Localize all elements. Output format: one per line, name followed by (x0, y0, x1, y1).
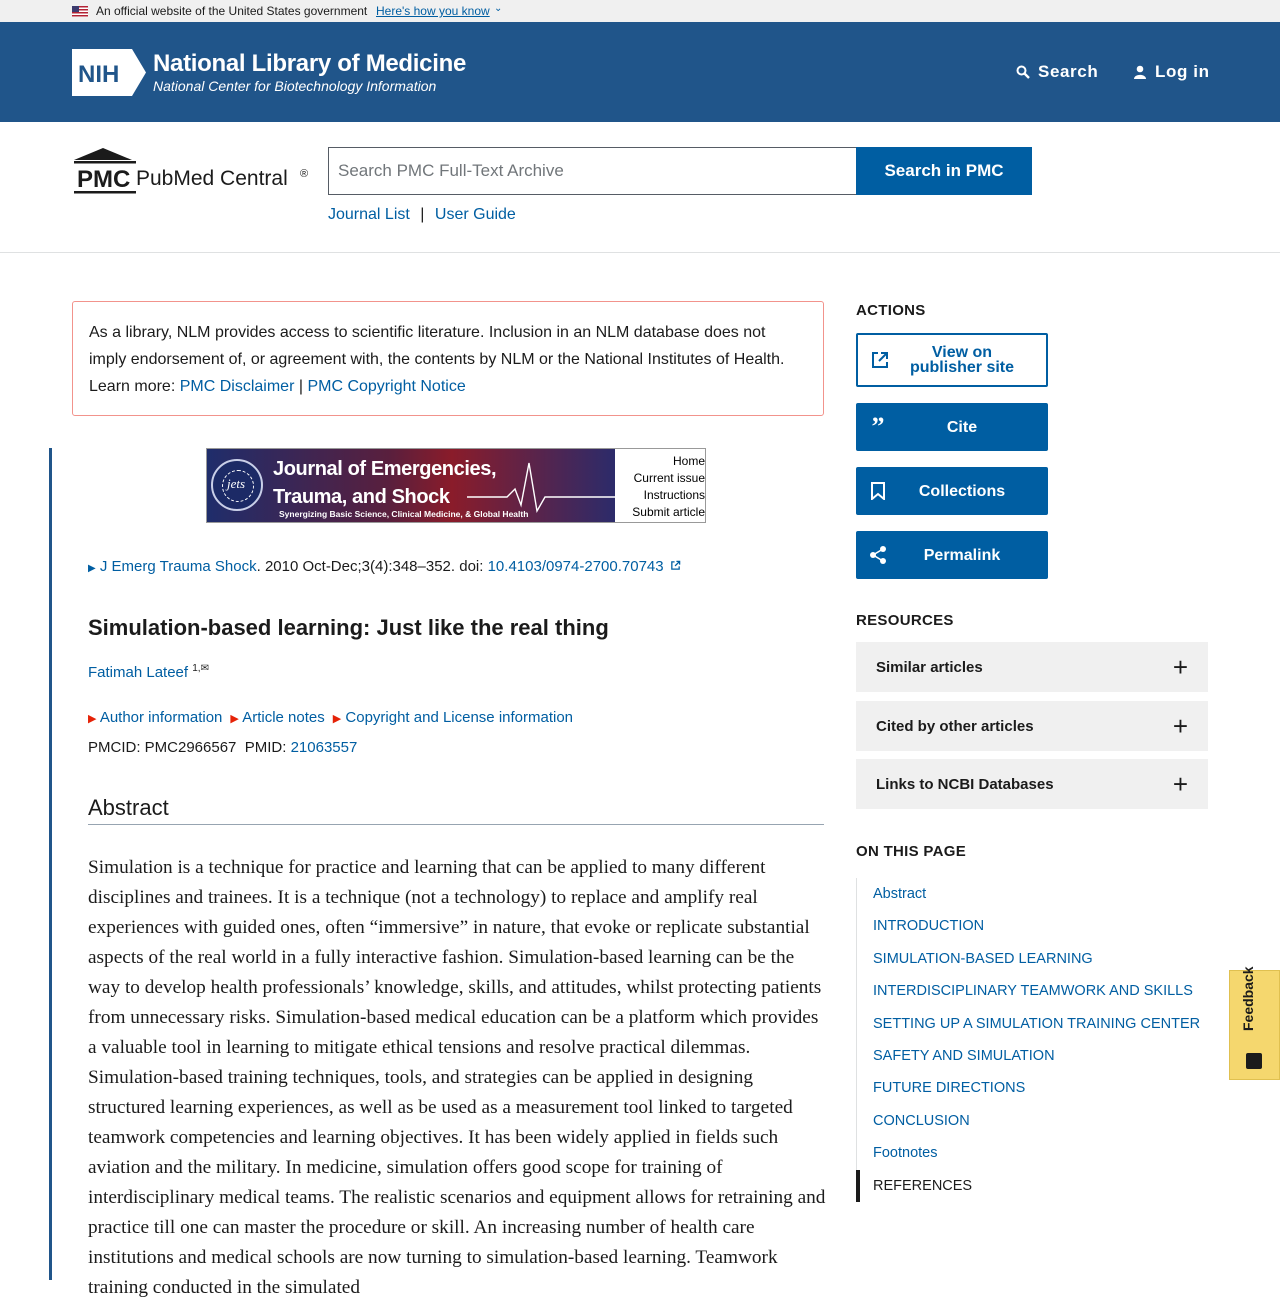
author-line (88, 663, 209, 681)
bookmark-icon (868, 481, 888, 501)
svg-text:®: ® (300, 168, 309, 180)
journal-current-issue-link[interactable]: Current issue (633, 471, 705, 485)
journal-banner-tagline: Synergizing Basic Science, Clinical Medicine, & Global Health (279, 509, 529, 519)
cite-label: Cite (946, 418, 978, 436)
external-link-icon (670, 560, 681, 571)
feedback-icon (1246, 1053, 1262, 1069)
pmc-copyright-link[interactable]: PMC Copyright Notice (307, 378, 466, 395)
author-information-toggle[interactable]: ▶ Author information (88, 709, 223, 726)
share-icon (868, 545, 888, 565)
similar-articles-accordion[interactable] (856, 642, 1208, 692)
collections-button[interactable] (856, 467, 1048, 515)
permalink-button[interactable] (856, 531, 1048, 579)
journal-seal-logo: jets (211, 459, 263, 511)
feedback-label: Feedback (1240, 966, 1256, 1031)
expand-triangle-icon[interactable]: ▶ (88, 563, 96, 574)
article-identifiers (88, 739, 357, 756)
on-this-page-nav (856, 878, 1209, 1202)
journal-banner-image[interactable] (207, 449, 615, 523)
pmc-logo[interactable] (72, 146, 314, 196)
plus-icon: + (1172, 711, 1188, 741)
disclaimer-divider: | (298, 378, 303, 395)
svg-text:NIH: NIH (78, 61, 120, 88)
external-link-icon (870, 350, 890, 370)
toc-item-future-directions[interactable]: FUTURE DIRECTIONS (873, 1080, 1026, 1097)
view-on-publisher-label: View on publisher site (909, 344, 1015, 376)
toc-item-footnotes[interactable]: Footnotes (873, 1145, 938, 1162)
header-search-label: Search (1038, 62, 1099, 81)
nih-header (0, 22, 1280, 122)
doi-link[interactable]: 10.4103/0974-2700.70743 (487, 558, 664, 575)
on-this-page-heading: ON THIS PAGE (856, 843, 966, 860)
svg-text:PMC: PMC (77, 166, 131, 193)
ncbi-subtitle: National Center for Biotechnology Information (153, 78, 437, 94)
article-notes-toggle[interactable]: ▶ Article notes (230, 709, 325, 726)
pmid-link[interactable]: 21063557 (290, 739, 358, 756)
journal-list-link[interactable]: Journal List (328, 206, 410, 223)
article-title: Simulation-based learning: Just like the real thing (88, 615, 609, 640)
journal-banner (206, 448, 706, 523)
toc-item-safety[interactable]: SAFETY AND SIMULATION (873, 1047, 1055, 1064)
heres-how-you-know-link[interactable]: Here's how you know (376, 4, 490, 18)
plus-icon: + (1172, 769, 1188, 799)
pmc-search-input[interactable] (328, 147, 856, 195)
svg-text:PubMed Central: PubMed Central (136, 167, 288, 190)
toc-item-simulation-based-learning[interactable]: SIMULATION-BASED LEARNING (873, 950, 1093, 967)
feedback-tab[interactable] (1229, 966, 1280, 1080)
chevron-down-icon[interactable]: ⌄ (494, 3, 503, 14)
toc-item-conclusion[interactable]: CONCLUSION (873, 1112, 970, 1129)
pmid-label: PMID: (244, 739, 287, 756)
search-icon (1016, 65, 1030, 79)
abstract-heading: Abstract (88, 795, 824, 825)
article-accent-bar (49, 448, 52, 1280)
search-in-pmc-button[interactable]: Search in PMC (856, 147, 1032, 195)
similar-articles-label: Similar articles (876, 658, 983, 676)
cited-by-label: Cited by other articles (876, 717, 1034, 735)
author-link[interactable]: Fatimah Lateef (88, 664, 189, 681)
citation-line (88, 558, 681, 575)
login-button[interactable] (1133, 62, 1210, 82)
quote-icon: ” (871, 412, 885, 441)
resources-heading: RESOURCES (856, 612, 954, 629)
toc-item-abstract[interactable]: Abstract (873, 886, 927, 902)
cited-by-accordion[interactable] (856, 701, 1208, 751)
actions-heading: ACTIONS (856, 302, 926, 319)
journal-instructions-link[interactable]: Instructions (643, 488, 705, 502)
copyright-license-toggle[interactable]: ▶ Copyright and License information (332, 709, 574, 726)
nlm-disclaimer (72, 301, 824, 416)
ncbi-links-accordion[interactable] (856, 759, 1208, 809)
pmc-sub-links (328, 206, 516, 224)
author-affiliation-sup[interactable]: 1,✉ (192, 663, 209, 674)
toc-item-interdisciplinary-teamwork[interactable]: INTERDISCIPLINARY TEAMWORK AND SKILLS (873, 983, 1193, 1000)
gov-banner (0, 0, 1280, 22)
login-label: Log in (1155, 62, 1210, 81)
gov-banner-text: An official website of the United States government (96, 4, 368, 18)
header-divider (0, 252, 1280, 253)
sub-links-separator: | (420, 206, 425, 223)
toc-item-introduction[interactable]: INTRODUCTION (873, 918, 985, 935)
journal-submit-article-link[interactable]: Submit article (632, 505, 705, 519)
journal-banner-links (615, 449, 706, 523)
journal-banner-title: Journal of Emergencies, Trauma, and Shock (273, 458, 497, 508)
nih-logo[interactable] (72, 49, 146, 96)
ncbi-links-label: Links to NCBI Databases (876, 775, 1054, 793)
expand-triangle-icon: ▶ (230, 713, 239, 725)
collections-label: Collections (918, 482, 1006, 500)
nlm-title[interactable]: National Library of Medicine (153, 50, 466, 77)
citation-details: . 2010 Oct-Dec;3(4):348–352. doi: (256, 558, 488, 575)
learn-more-label: Learn more: (89, 378, 176, 395)
user-icon (1133, 65, 1147, 79)
journal-link[interactable]: J Emerg Trauma Shock (99, 558, 257, 575)
pmcid: PMCID: PMC2966567 (88, 739, 237, 756)
permalink-label: Permalink (923, 546, 1001, 564)
journal-home-link[interactable]: Home (672, 454, 705, 468)
toc-item-setting-up-center[interactable]: SETTING UP A SIMULATION TRAINING CENTER (873, 1015, 1201, 1032)
header-search-button[interactable] (1016, 62, 1098, 82)
toc-item-references[interactable]: REFERENCES (857, 1170, 1209, 1202)
us-flag-icon (72, 6, 88, 17)
pmc-disclaimer-link[interactable]: PMC Disclaimer (179, 378, 295, 395)
article-info-links (88, 709, 573, 726)
expand-triangle-icon: ▶ (332, 713, 342, 725)
user-guide-link[interactable]: User Guide (434, 206, 516, 223)
view-on-publisher-button[interactable] (856, 333, 1048, 387)
disclaimer-text: As a library, NLM provides access to scientific literature. Inclusion in an NLM database does not imply endorsement of, or agreement with, the contents by NLM or the National Institutes of Health. (89, 324, 785, 368)
abstract-text: Simulation is a technique for practice and learning that can be applied to many different disciplines and trainees. It is a technique (not a technology) to replace and amplify real experiences with guided ones, often “immersive” in nature, that evoke or replicate substantial aspects of the real world in a fully interactive fashion. Simulation-based learning can be the way to develop health professionals’ knowledge, skills, and attitudes, whilst protecting patients from unnecessary risks. Simulation-based medical education can be a platform which provides a valuable tool in learning to mitigate ethical tensions and resolve practical dilemmas. Simulation-based training techniques, tools, and strategies can be applied in designing structured learning experiences, as well as be used as a measurement tool linked to targeted teamwork competencies and learning objectives. It has been widely applied in fields such aviation and the military. In medicine, simulation offers good scope for training of interdisciplinary medical teams. The realistic scenarios and equipment allows for retraining and practice till one can master the procedure or skill. An increasing number of health care institutions and medical schools are now turning to simulation-based learning. Teamwork training conducted in the simulated (88, 857, 826, 1298)
expand-triangle-icon: ▶ (88, 713, 97, 725)
plus-icon: + (1172, 652, 1188, 682)
cite-button[interactable] (856, 403, 1048, 451)
